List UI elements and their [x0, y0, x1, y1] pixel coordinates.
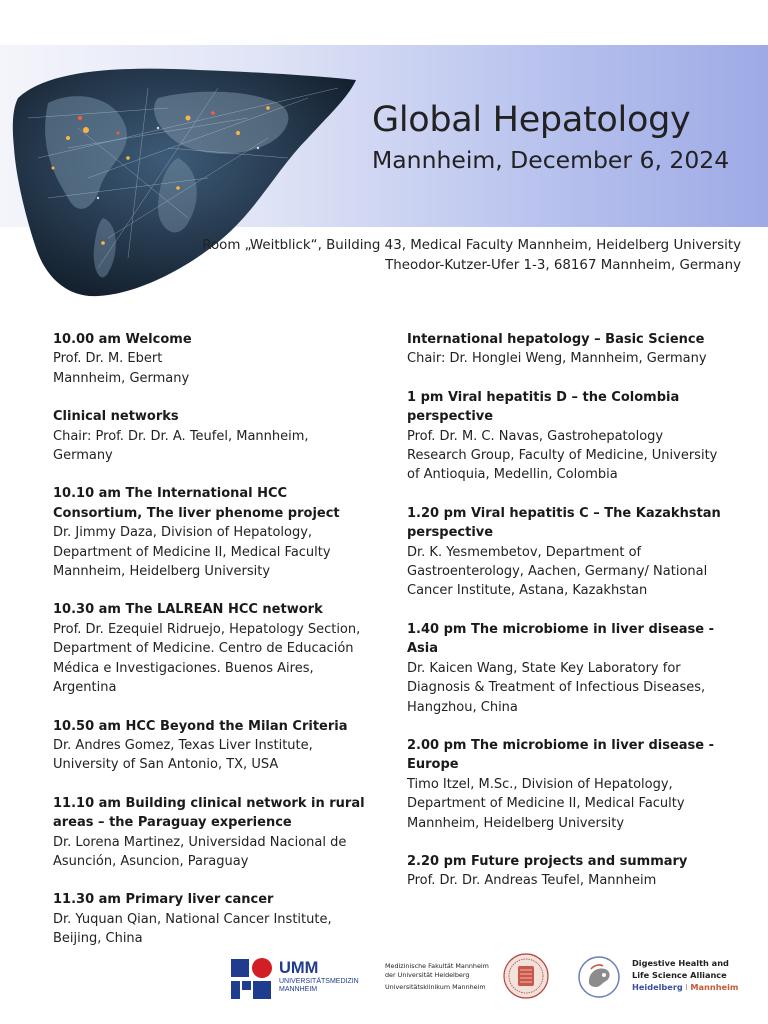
program-item-detail: of Antioquia, Medellin, Colombia — [407, 467, 618, 483]
venue — [202, 236, 741, 276]
program-item — [407, 504, 737, 601]
umm-logo-line1: UNIVERSITÄTSMEDIZIN — [279, 978, 359, 985]
program-item-title: 11.30 am Primary liver cancer — [53, 892, 274, 908]
program-item-title: 10.10 am The International HCC Consortium, The liver phenome project — [53, 486, 340, 521]
program-item-detail: Prof. Dr. Ezequiel Ridruejo, Hepatology Section, — [53, 621, 361, 637]
program-item-detail: Mannheim, Heidelberg University — [53, 564, 271, 580]
venue-room: Room „Weitblick“, Building 43, Medical Faculty Mannheim, Heidelberg University — [202, 238, 741, 253]
program-item-title: 1.40 pm The microbiome in liver disease - Asia — [407, 621, 715, 657]
program-item-title: 2.20 pm Future projects and summary — [407, 853, 688, 869]
program-item — [53, 330, 371, 388]
program-item-title: International hepatology – Basic Science — [407, 332, 705, 347]
program-item — [407, 388, 737, 485]
program-item-detail: Research Group, Faculty of Medicine, University — [407, 448, 718, 464]
program-item — [407, 852, 737, 891]
program-item-title: 1.20 pm Viral hepatitis C – The Kazakhstan perspective — [407, 505, 721, 541]
heidelberg-faculty-logo — [385, 962, 560, 1008]
program-item-detail: Argentina — [53, 680, 117, 696]
program-item — [407, 736, 737, 833]
program-item-title: 2.00 pm The microbiome in liver disease - Europe — [407, 737, 715, 773]
program-item-detail: Diagnosis & Treatment of Infectious Diseases, — [407, 680, 706, 696]
program-item-detail: Hangzhou, China — [407, 699, 518, 715]
program-item-detail: Timo Itzel, M.Sc., Division of Hepatology, — [407, 776, 673, 792]
program-item-detail: Prof. Dr. M. C. Navas, Gastrohepatology — [407, 428, 664, 444]
page-title: Global Hepatology — [372, 100, 691, 140]
program-item-detail: Dr. Kaicen Wang, State Key Laboratory for — [407, 660, 681, 676]
alliance-city-heidelberg: Heidelberg — [632, 982, 683, 992]
program-item-detail: Prof. Dr. Dr. Andreas Teufel, Mannheim — [407, 873, 657, 889]
umm-logo-line2: MANNHEIM — [279, 986, 318, 993]
program-item-detail: Mannheim, Heidelberg University — [407, 815, 625, 831]
logo-footer — [0, 948, 768, 1008]
alliance-separator: I — [682, 982, 691, 992]
program-item — [53, 794, 371, 872]
program-item — [53, 484, 371, 581]
program-item-detail: University of San Antonio, TX, USA — [53, 757, 279, 773]
program-item — [53, 600, 371, 697]
program-item-title: 10.50 am HCC Beyond the Milan Criteria — [53, 718, 348, 734]
program-item — [407, 330, 737, 369]
digestive-health-alliance-logo — [578, 956, 748, 1004]
program-item-detail: Mannheim, Germany — [53, 370, 190, 386]
faculty-name-line2: der Universität Heidelberg — [385, 970, 470, 979]
program-item-detail: Prof. Dr. M. Ebert — [53, 351, 163, 367]
alliance-emblem-icon — [578, 956, 620, 998]
program-item-detail: Gastroenterology, Aachen, Germany/ National — [407, 564, 708, 580]
program-item-detail: Department of Medicine II, Medical Faculty — [53, 544, 331, 560]
program-item-title: 1 pm Viral hepatitis D – the Colombia perspective — [407, 389, 680, 425]
program-item-title: 11.10 am Building clinical network in rural areas – the Paraguay experience — [53, 795, 365, 831]
university-seal-icon — [503, 953, 549, 999]
program-item — [53, 717, 371, 775]
program-item-detail: Germany — [53, 448, 113, 464]
umm-logo — [231, 957, 361, 999]
program-item-detail: Dr. K. Yesmembetov, Department of — [407, 544, 642, 560]
program-left-column — [53, 330, 371, 968]
program-item-title: Clinical networks — [53, 409, 179, 425]
program-item-detail: Dr. Yuquan Qian, National Cancer Institute, — [53, 911, 332, 927]
program-item-detail: Department of Medicine II, Medical Faculty — [407, 796, 685, 812]
program-item — [53, 407, 371, 465]
program-item-detail: Chair: Prof. Dr. Dr. A. Teufel, Mannheim, — [53, 428, 309, 444]
alliance-name-line2: Life Science Alliance — [632, 970, 727, 980]
program-item-detail: Médica e Investigaciones. Buenos Aires, — [53, 660, 314, 676]
program-item-title: 10.30 am The LALREAN HCC network — [53, 602, 323, 618]
program-item — [53, 890, 371, 948]
faculty-name-line1: Medizinische Fakultät Mannheim — [385, 962, 489, 970]
program-item-detail: Dr. Lorena Martinez, Universidad Nacional de — [53, 834, 347, 850]
venue-address: Theodor-Kutzer-Ufer 1-3, 68167 Mannheim, Germany — [385, 258, 741, 273]
event-date: Mannheim, December 6, 2024 — [372, 146, 730, 174]
clinic-name: Universitätsklinikum Mannheim — [385, 983, 486, 992]
program-item-detail: Dr. Jimmy Daza, Division of Hepatology, — [53, 525, 313, 541]
program-item-detail: Asunción, Asuncion, Paraguay — [53, 853, 249, 869]
alliance-cities — [632, 981, 738, 993]
program-right-column — [407, 330, 737, 910]
program-item-detail: Cancer Institute, Astana, Kazakhstan — [407, 583, 648, 599]
alliance-name-line1: Digestive Health and — [632, 958, 729, 968]
program-item — [407, 620, 737, 717]
alliance-city-mannheim: Mannheim — [690, 982, 739, 992]
program-item-detail: Chair: Dr. Honglei Weng, Mannheim, Germany — [407, 351, 707, 367]
program-item-title: 10.00 am Welcome — [53, 332, 192, 347]
program-item-detail: Beijing, China — [53, 931, 143, 947]
umm-logo-title: UMM — [279, 959, 319, 977]
program-item-detail: Department of Medicine. Centro de Educación — [53, 641, 354, 657]
program-item-detail: Dr. Andres Gomez, Texas Liver Institute, — [53, 737, 313, 753]
umm-logo-mark — [231, 957, 275, 999]
